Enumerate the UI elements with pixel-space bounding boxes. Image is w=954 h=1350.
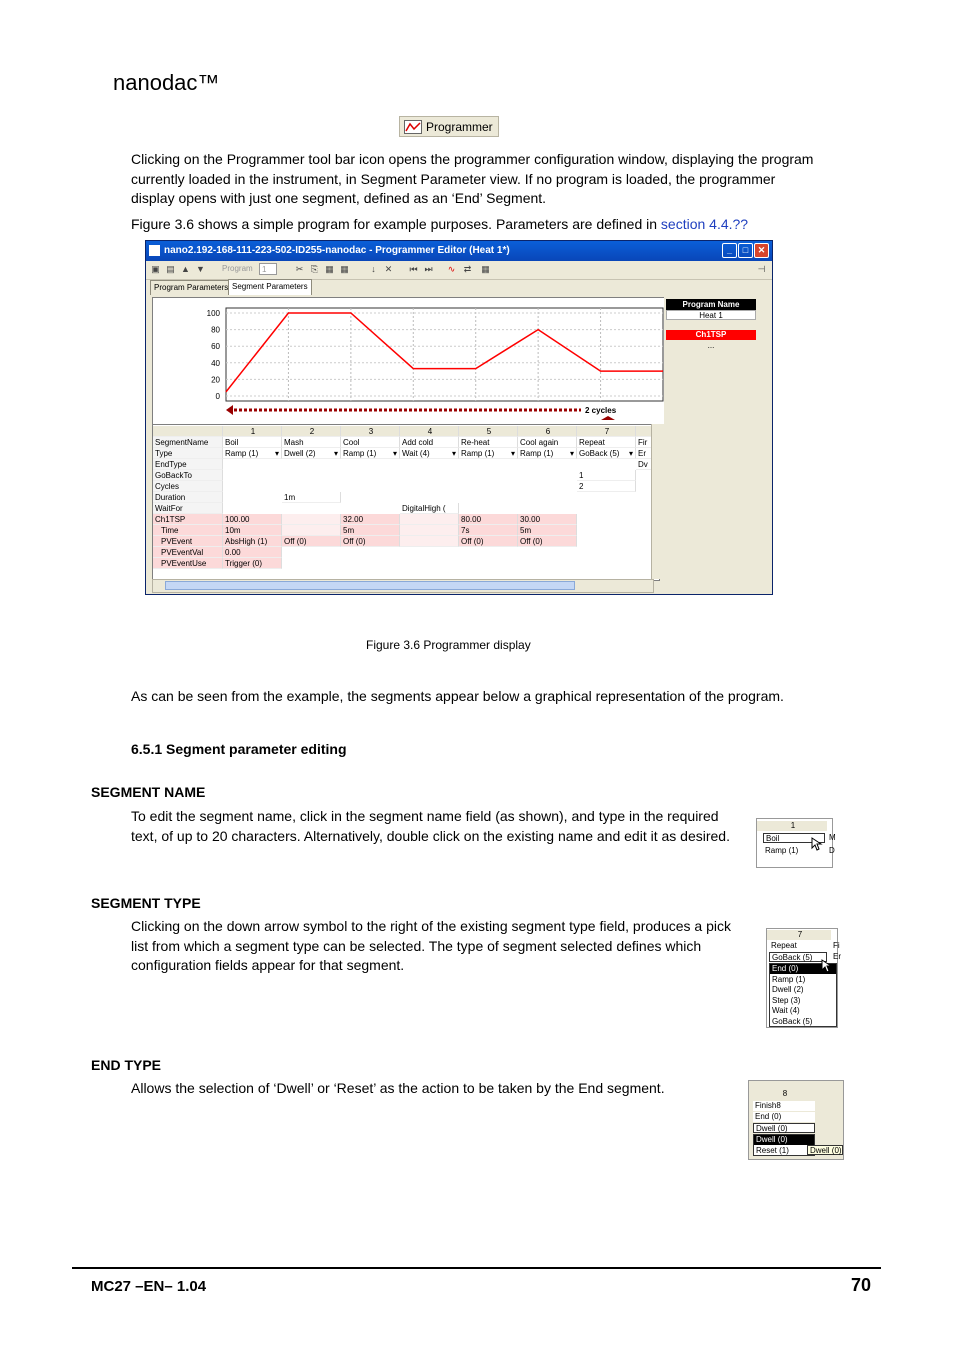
picklist-option[interactable]: Ramp (1) [772, 974, 806, 984]
row-label: Time [153, 525, 223, 536]
segment-type-cell[interactable]: Ramp (1) ▾ [459, 448, 518, 459]
segment-type-text: Clicking on the down arrow symbol to the right of the existing segment type field, produces a pick list from which a segment type can be selected. The type of segment selected defines which configuration fields appear for that segment. [131, 918, 731, 973]
picklist-option[interactable]: Dwell (0) [754, 1135, 814, 1145]
program-name-value: Heat 1 [666, 310, 756, 320]
cycles-marker-icon [601, 416, 615, 420]
intro-paragraph-2-text: Figure 3.6 shows a simple program for example purposes. Parameters are defined in [131, 216, 661, 232]
segment-grid [152, 424, 660, 581]
thumb-name-field[interactable]: Boil [763, 833, 825, 843]
download-icon[interactable]: ▼ [196, 264, 205, 274]
tooltip: Dwell (0) [807, 1145, 843, 1155]
thumb-extra-1: Fi [833, 941, 840, 950]
endtype-cell: Dv [636, 459, 656, 470]
y-tick-label: 20 [211, 375, 220, 385]
intro-paragraph: Clicking on the Programmer tool bar icon opens the programmer configuration window, displaying the program currently loaded in the instrument, in Segment Parameter view. If no program is loaded, the programmer display opens with just one segment, defined as an ‘End’ Segment. [131, 151, 814, 206]
paste-icon[interactable]: ▦ [325, 264, 334, 274]
pin-icon[interactable]: ⊣ [757, 264, 766, 274]
channel-value: ... [707, 341, 715, 350]
program-name-label: Program Name [666, 299, 756, 310]
segment-name-cell[interactable]: Cool [341, 437, 400, 448]
segment-name-cell[interactable]: Boil [223, 437, 282, 448]
page-number: 70 [851, 1275, 872, 1295]
program-chart-svg [153, 298, 665, 424]
segment-type-cell[interactable]: Ramp (1) ▾ [518, 448, 577, 459]
info-panel [664, 297, 770, 593]
program-label: Program [222, 264, 253, 273]
row-label: Type [153, 448, 223, 459]
column-header: 4 [400, 426, 459, 437]
dropdown-arrow-icon[interactable]: ▾ [392, 449, 397, 458]
column-header: 3 [341, 426, 400, 437]
segment-type-thumbnail [766, 928, 841, 1028]
picklist-option[interactable]: End (0) [770, 964, 836, 974]
grid-corner [153, 426, 223, 437]
segment-name-cell[interactable]: Fir [636, 437, 656, 448]
column-header: 6 [518, 426, 577, 437]
pvevent-cell[interactable] [400, 536, 459, 547]
column-header: 7 [577, 426, 636, 437]
pvevent-cell[interactable]: AbsHigh (1) [223, 536, 282, 547]
waitfor-cell[interactable]: DigitalHigh ( [400, 503, 459, 514]
end-type-picklist [753, 1134, 815, 1156]
segment-type-cell[interactable]: GoBack (5) ▾ [577, 448, 636, 459]
pvevent-cell[interactable]: Off (0) [282, 536, 341, 547]
dropdown-arrow-icon[interactable]: ▾ [333, 449, 338, 458]
picklist-option[interactable]: Step (3) [772, 995, 801, 1005]
pvevent-cell[interactable]: Off (0) [518, 536, 577, 547]
segment-type-heading: SEGMENT TYPE [91, 895, 201, 911]
setpoint-cell[interactable]: 100.00 [223, 514, 282, 525]
paste-special-icon[interactable]: ▦ [340, 264, 349, 274]
row-label: SegmentName [153, 437, 223, 448]
dropdown-arrow-icon[interactable]: ▾ [451, 449, 456, 458]
dropdown-arrow-icon[interactable]: ▾ [274, 449, 279, 458]
thumb-name-field: Repeat [771, 941, 797, 950]
time-cell[interactable] [282, 525, 341, 536]
row-label: PVEvent [153, 536, 223, 547]
thumb-col-header: 1 [757, 821, 827, 831]
time-cell[interactable] [400, 525, 459, 536]
setpoint-cell[interactable]: 80.00 [459, 514, 518, 525]
segment-name-thumbnail [756, 818, 836, 868]
setpoint-cell[interactable]: 32.00 [341, 514, 400, 525]
copy-icon[interactable]: ⎘ [310, 264, 319, 274]
mouse-cursor-icon [821, 959, 831, 973]
upload-icon[interactable]: ▲ [181, 264, 190, 274]
thumb-extra-1: M [829, 833, 836, 842]
end-type-heading: END TYPE [91, 1057, 162, 1073]
window-toolbar [146, 261, 772, 280]
end-type-text: Allows the selection of ‘Dwell’ or ‘Reset’ as the action to be taken by the End segment. [131, 1080, 665, 1096]
tab-program-parameters[interactable]: Program Parameters [150, 280, 232, 295]
mouse-cursor-icon [811, 837, 821, 851]
thumb-name-field: Finish8 [753, 1101, 815, 1111]
pvevent-cell[interactable]: Off (0) [459, 536, 518, 547]
segment-type-cell[interactable]: Ramp (1) ▾ [341, 448, 400, 459]
segment-type-cell[interactable]: Er [636, 448, 656, 459]
programmer-button-label: Programmer [426, 119, 493, 134]
cycles-arrow-icon [226, 405, 233, 415]
save-icon[interactable]: ▤ [166, 264, 175, 274]
app-icon [149, 245, 160, 256]
setpoint-cell[interactable] [282, 514, 341, 525]
horizontal-scrollbar[interactable] [152, 579, 654, 593]
description-paragraph: As can be seen from the example, the segments appear below a graphical representation of the program. [131, 688, 784, 704]
row-label: GoBackTo [153, 470, 223, 481]
thumb-type-field: Ramp (1) [765, 846, 799, 855]
section-title: 6.5.1 Segment parameter editing [131, 741, 347, 757]
dropdown-arrow-icon[interactable]: ▾ [510, 449, 515, 458]
column-header: 5 [459, 426, 518, 437]
row-label: WaitFor [153, 503, 223, 514]
close-button[interactable]: ✕ [754, 243, 769, 258]
minimize-button[interactable]: _ [722, 243, 737, 258]
time-cell[interactable]: 5m [518, 525, 577, 536]
end-type-thumbnail [748, 1080, 844, 1160]
segment-type-cell[interactable]: Wait (4) ▾ [400, 448, 459, 459]
thumb-type-field[interactable]: GoBack (5) [769, 952, 827, 962]
link-icon[interactable]: ⇄ [463, 264, 472, 274]
vertical-scrollbar[interactable] [651, 424, 664, 579]
program-chart [152, 297, 666, 425]
programmer-chart-icon [404, 120, 422, 134]
row-label: Duration [153, 492, 223, 503]
thumb-extra-2: D [829, 846, 835, 855]
scrollbar-thumb[interactable] [165, 581, 575, 590]
programmer-window [145, 240, 773, 595]
segment-name-heading: SEGMENT NAME [91, 784, 206, 800]
thumb-extra-2: Er [833, 952, 841, 961]
segment-name-cell[interactable]: Repeat [577, 437, 636, 448]
segment-name-cell[interactable]: Mash [282, 437, 341, 448]
channel-label: Ch1TSP [666, 330, 756, 340]
open-icon[interactable]: ▣ [151, 264, 160, 274]
segment-name-cell[interactable]: Re-heat [459, 437, 518, 448]
last-icon[interactable]: ⏭ [424, 264, 433, 274]
time-cell[interactable]: 5m [341, 525, 400, 536]
row-label: Cycles [153, 481, 223, 492]
setpoint-cell[interactable]: 30.00 [518, 514, 577, 525]
window-title: nano2.192-168-111-223-502-ID255-nanodac - Programmer Editor (Heat 1*) [164, 245, 510, 256]
segment-type-cell[interactable]: Ramp (1) ▾ [223, 448, 282, 459]
first-icon[interactable]: ⏮ [409, 264, 418, 274]
document-number: MC27 –EN– 1.04 [91, 1278, 207, 1295]
picklist-option[interactable]: GoBack (5) [772, 1016, 813, 1026]
program-number-input[interactable]: 1 [259, 263, 277, 275]
thumb-type-field: End (0) [753, 1112, 815, 1122]
duration-cell[interactable]: 1m [282, 492, 341, 503]
pveventuse-cell[interactable]: Trigger (0) [223, 558, 282, 569]
y-tick-label: 40 [211, 358, 220, 368]
y-tick-label: 80 [211, 325, 220, 335]
cycles-cell[interactable]: 2 [577, 481, 636, 492]
cycles-label: 2 cycles [585, 406, 617, 415]
segment-type-cell[interactable]: Dwell (2) ▾ [282, 448, 341, 459]
pveventval-cell[interactable]: 0.00 [223, 547, 282, 558]
row-label: EndType [153, 459, 223, 470]
column-header: 1 [223, 426, 282, 437]
picklist-option[interactable]: Reset (1) [756, 1145, 789, 1155]
figure-caption: Figure 3.6 Programmer display [366, 638, 531, 652]
row-label: Ch1TSP [153, 514, 223, 525]
thumb-endtype-field[interactable]: Dwell (0) [753, 1123, 815, 1133]
plot-area [226, 308, 663, 401]
table-icon[interactable]: ▦ [481, 264, 490, 274]
time-cell[interactable]: 10m [223, 525, 282, 536]
maximize-button[interactable]: □ [738, 243, 753, 258]
brand-heading: nanodac™ [113, 70, 220, 95]
pvevent-cell[interactable]: Off (0) [341, 536, 400, 547]
picklist-option[interactable]: Dwell (2) [772, 985, 804, 994]
y-tick-label: 0 [215, 392, 220, 401]
dropdown-arrow-icon[interactable]: ▾ [569, 449, 574, 458]
setpoint-cell[interactable] [400, 514, 459, 525]
tab-segment-parameters[interactable]: Segment Parameters [228, 279, 312, 295]
insert-down-icon[interactable]: ↓ [371, 264, 376, 274]
thumb-col-header: 8 [782, 1089, 788, 1098]
time-cell[interactable]: 7s [459, 525, 518, 536]
intro-paragraph-2 [131, 215, 831, 235]
cut-icon[interactable]: ✂ [295, 264, 304, 274]
gobackto-cell[interactable]: 1 [577, 470, 636, 481]
segment-name-cell[interactable]: Cool again [518, 437, 577, 448]
footer-rule [72, 1267, 881, 1269]
row-label: PVEventUse [153, 558, 223, 569]
section-link[interactable]: section 4.4.?? [660, 216, 749, 232]
graph-icon[interactable]: ∿ [447, 264, 456, 274]
segment-name-text: To edit the segment name, click in the segment name field (as shown), and type in the required text, of up to 20 characters. Alternatively, double click on the existing name and edit it as desired. [131, 808, 730, 844]
window-titlebar[interactable] [146, 241, 772, 261]
y-tick-label: 100 [206, 309, 220, 318]
delete-icon[interactable]: ✕ [384, 264, 393, 274]
segment-name-cell[interactable]: Add cold [400, 437, 459, 448]
dropdown-arrow-icon[interactable]: ▾ [628, 449, 633, 458]
thumb-col-header: 7 [767, 930, 831, 940]
y-tick-label: 60 [211, 342, 220, 352]
column-header: 2 [282, 426, 341, 437]
picklist-option[interactable]: Wait (4) [772, 1006, 800, 1015]
row-label: PVEventVal [153, 547, 223, 558]
programmer-button[interactable] [399, 116, 499, 137]
